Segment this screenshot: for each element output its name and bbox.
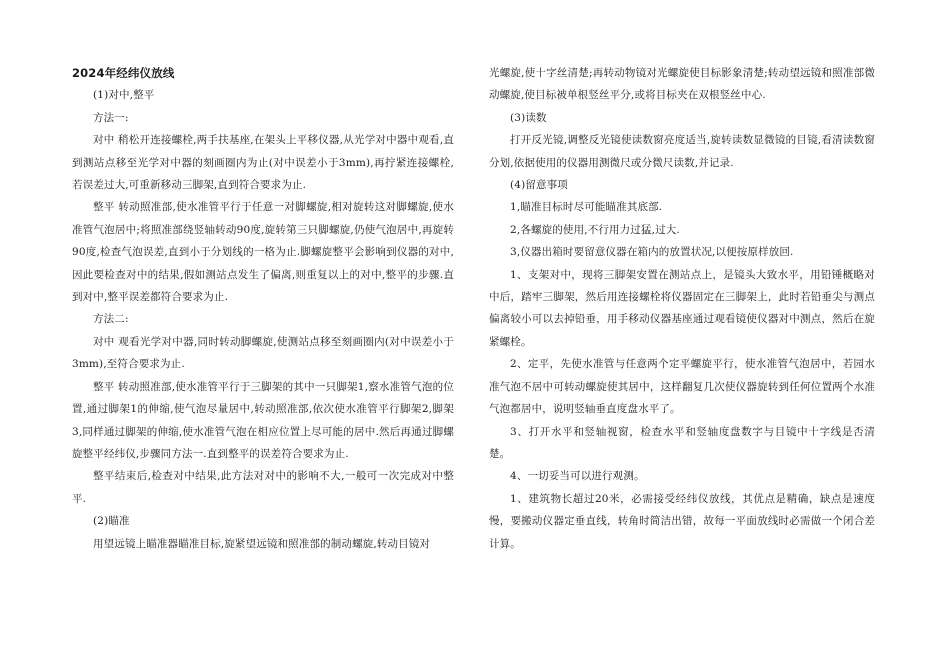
step-tripod-centering: 1、支架对中，现将三脚架安置在测站点上，是镜头大致水平，用铅锤概略对中后，踏牢三脚架，然后用连接螺栓将仪器固定在三脚架上，此时若铅垂尖与测点偏离较小可以去掉铅垂，用手移动仪器基座通过观看镜使仪器对中测点，然后在旋紧螺栓。	[489, 268, 875, 348]
step-ready-to-observe: 4、一切妥当可以进行观测。	[510, 470, 645, 483]
paragraph-centering-method-one: 对中 稍松开连接螺栓,两手扶基座,在架头上平移仪器,从光学对中器中观看,直到测站点移至光学对中器的刻画圈内为止(对中误差小于3mm),再拧紧连接螺栓,若误差过大,可重新移动三脚架,直到符合要求为止.	[72, 134, 454, 192]
section-heading-center-level: (1)对中,整平	[93, 89, 155, 102]
note-item-3: 3,仪器出箱时要留意仪器在箱内的放置状况,以便按原样放回.	[510, 246, 794, 259]
right-column	[489, 62, 875, 555]
paragraph-aiming-start: 用望远镜上瞄准器瞄准目标,旋紧望远镜和照准部的制动螺旋,转动目镜对	[93, 537, 431, 550]
left-column	[72, 62, 454, 555]
section-heading-reading: (3)读数	[510, 111, 547, 124]
paragraph-after-leveling: 整平结束后,检查对中结果,此方法对对中的影响不大,一般可一次完成对中整平.	[72, 470, 454, 505]
step-building-length: 1、建筑物长超过20米，必需接受经纬仪放线，其优点是精确，缺点是速度慢，要搬动仪器定垂直线，转角时简洁出错，故每一平面放线时必需做一个闭合差计算。	[489, 492, 875, 550]
paragraph-aiming-continued: 光螺旋,使十字丝清楚;再转动物镜对光螺旋使目标影象清楚;转动望远镜和照准部微动螺旋,使目标被单根竖丝平分,或将目标夹在双根竖丝中心.	[489, 67, 875, 102]
step-open-windows: 3、打开水平和竖轴视窗，检查水平和竖轴度盘数字与目镜中十字线是否清楚。	[489, 425, 875, 460]
note-item-2: 2,各螺旋的使用,不行用力过猛,过大.	[510, 223, 680, 236]
section-heading-notes: (4)留意事项	[510, 179, 568, 192]
paragraph-leveling-method-two: 整平 转动照准部,使水准管平行于三脚架的其中一只脚架1,察水准管气泡的位置,通过脚架1的伸缩,使气泡尽量居中,转动照准部,依次使水准管平行脚架2,脚架3,同样通过脚架的伸缩,使水准管气泡在相应位置上尽可能的居中.然后再通过脚螺旋整平经纬仪,步骤同方法一.直到整平的误差符合要求为止.	[72, 380, 454, 460]
step-leveling: 2、定平，先使水准管与任意两个定平螺旋平行，使水准管气泡居中，若园水准气泡不居中可转动螺旋使其居中，这样翻复几次使仪器旋转到任何位置两个水准气泡都居中，说明竖轴垂直度盘水平了。	[489, 358, 875, 416]
method-two-label: 方法二:	[93, 313, 129, 326]
method-one-label: 方法一:	[93, 111, 129, 124]
note-item-1: 1,瞄准目标时尽可能瞄准其底部.	[510, 201, 663, 214]
section-heading-aiming: (2)瞄准	[93, 515, 130, 528]
document-title: 2024年经纬仪放线	[72, 66, 175, 80]
paragraph-reading: 打开反光镜,调整反光镜使读数窗亮度适当,旋转读数显微镜的目镜,看清读数窗分划,依据使用的仪器用测微尺或分微尺读数,并记录.	[489, 134, 875, 169]
paragraph-leveling-method-one: 整平 转动照准部,使水准管平行于任意一对脚螺旋,相对旋转这对脚螺旋,使水准管气泡居中;将照准部绕竖轴转动90度,旋转第三只脚螺旋,仍使气泡居中,再旋转90度,检查气泡误差,直到小于分划线的一格为止.脚螺旋整平会影响到仪器的对中,因此要检查对中的结果,假如测站点发生了偏离,则重复以上的对中,整平的步骤.直到对中,整平误差都符合要求为止.	[72, 201, 454, 304]
paragraph-centering-method-two: 对中 观看光学对中器,同时转动脚螺旋,使测站点移至刻画圈内(对中误差小于3mm),至符合要求为止.	[72, 335, 454, 371]
